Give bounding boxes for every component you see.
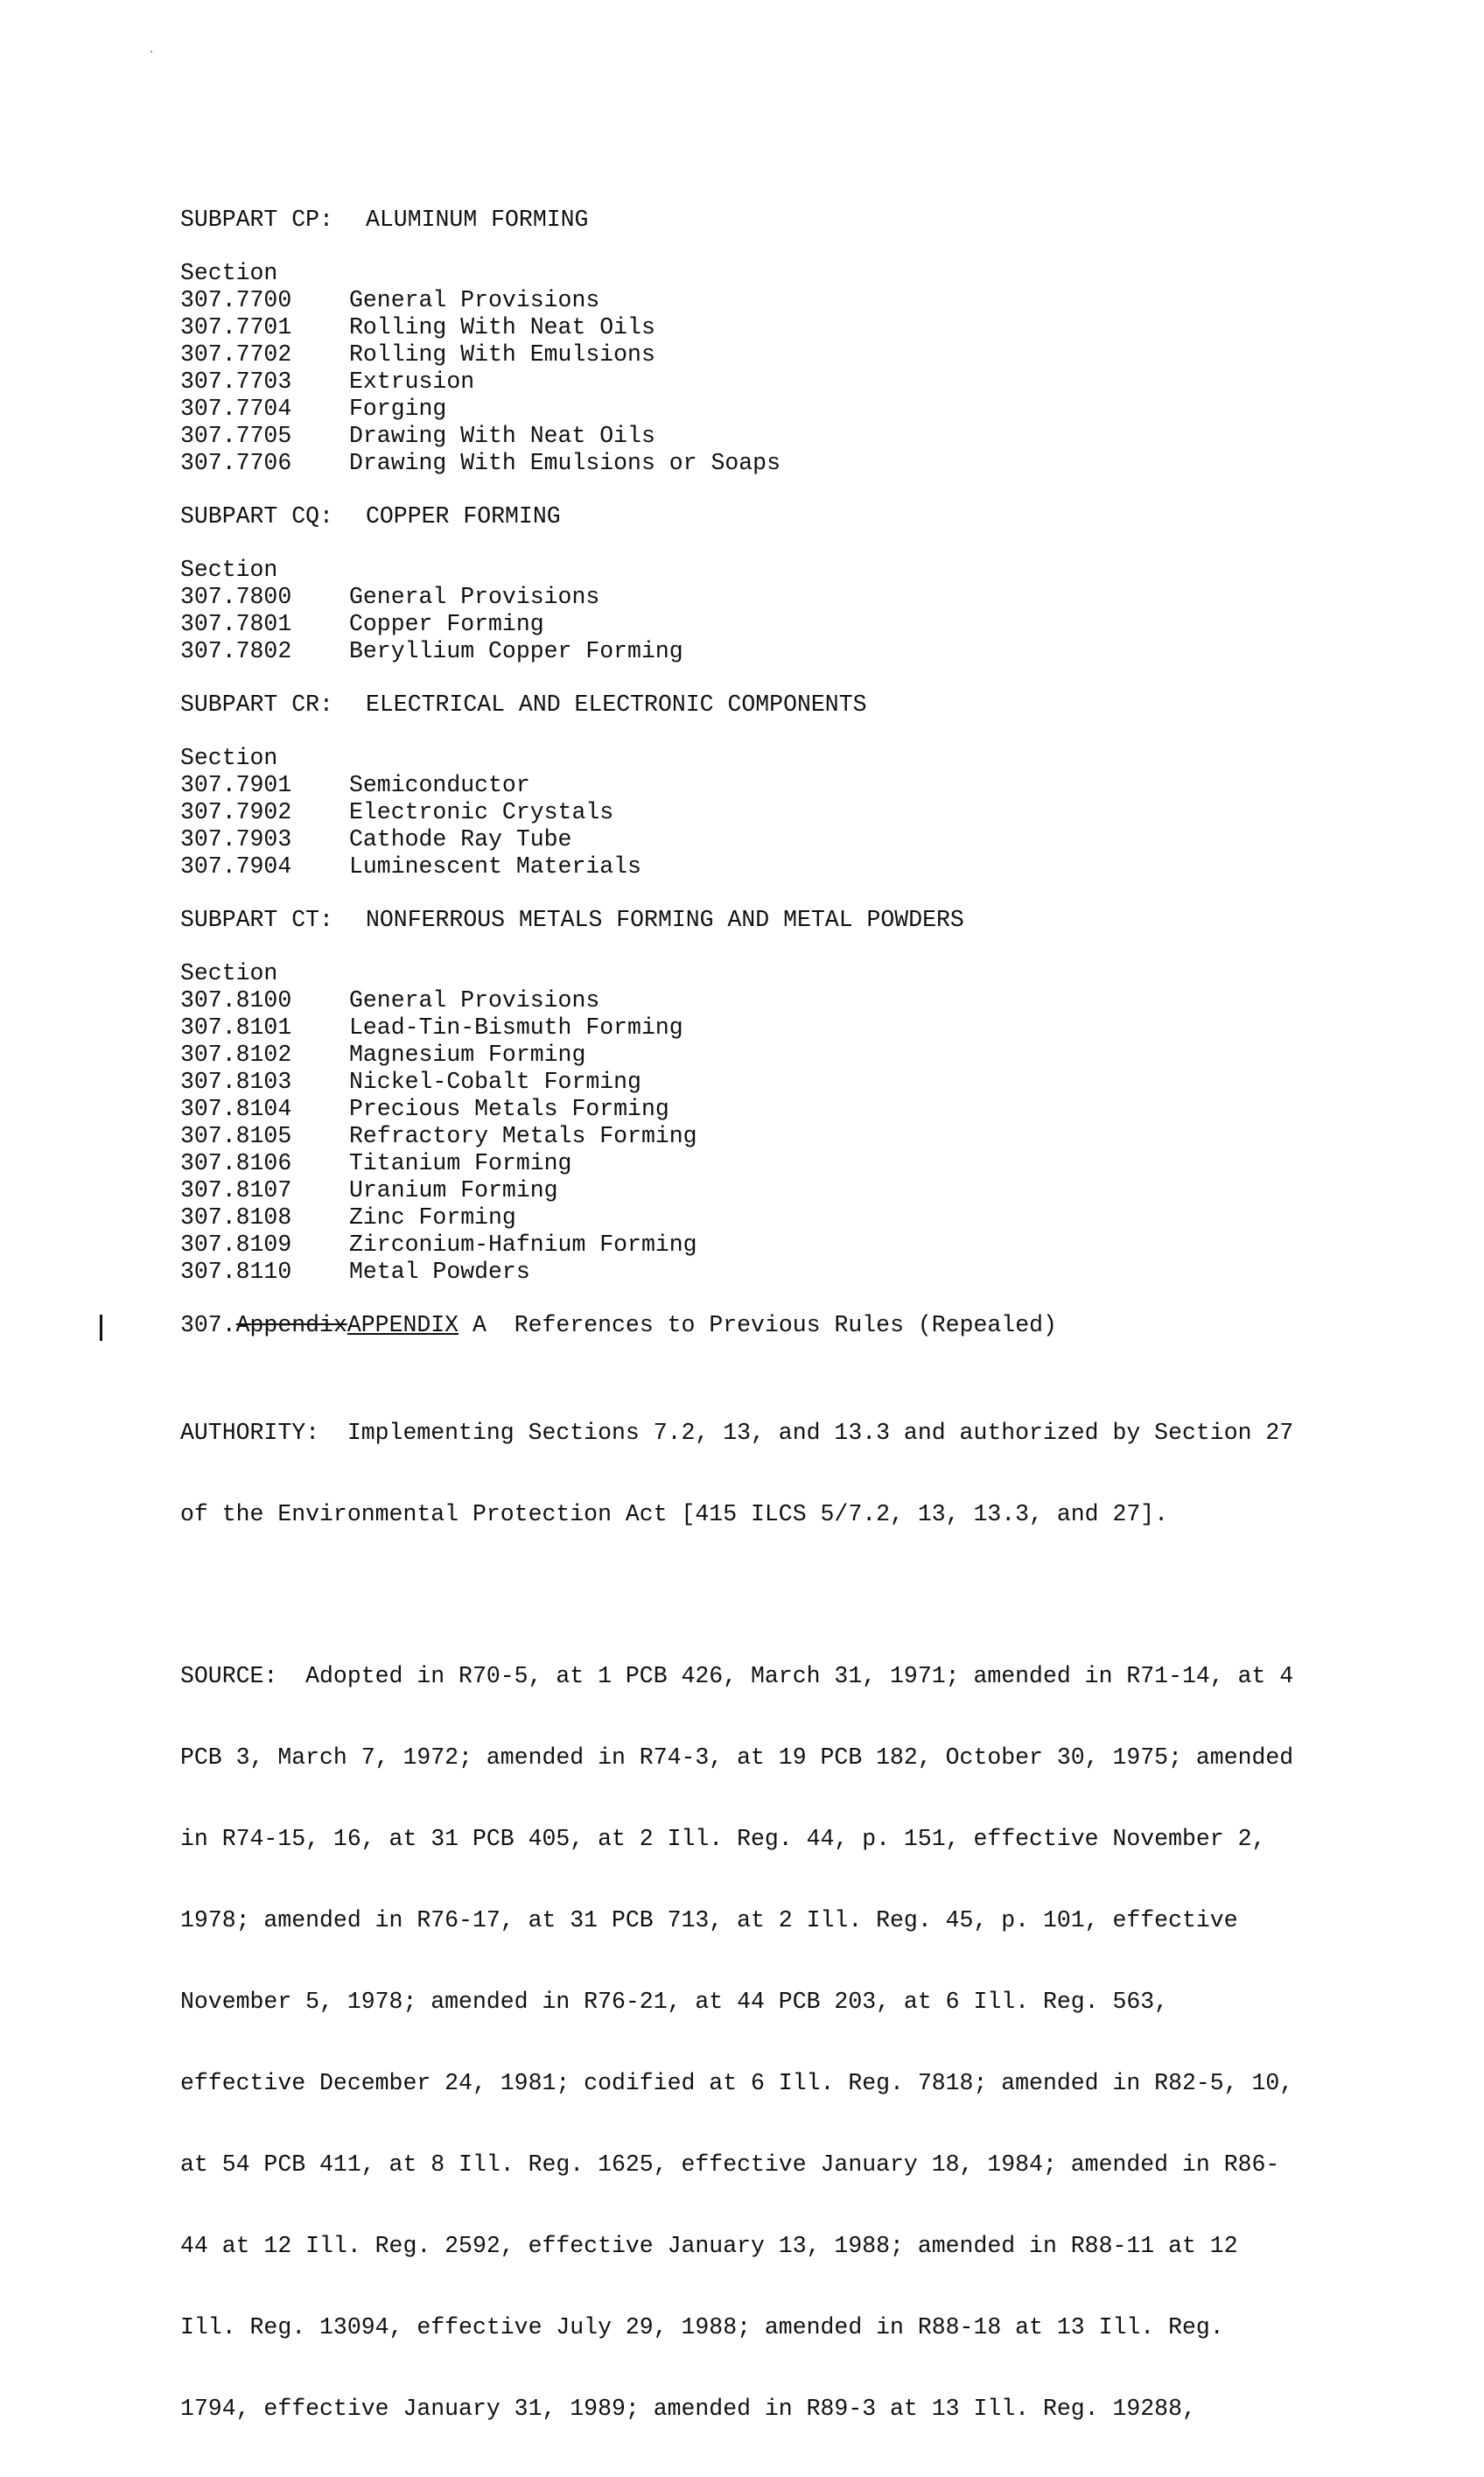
section-entry [180,1204,1344,1231]
section-entry [180,1042,1344,1069]
section-title: Precious Metals Forming [349,1096,669,1122]
source-line: in R74-15, 16, at 31 PCB 405, at 2 Ill. Reg. 44, p. 151, effective November 2, [180,1826,1266,1852]
section-number: 307.7903 [180,826,292,853]
section-number: 307.7702 [180,341,292,368]
section-number: 307.7801 [180,611,292,637]
subpart-heading [180,691,1344,719]
section-title: Uranium Forming [349,1177,558,1203]
section-number: 307.7902 [180,799,292,825]
source-line: November 5, 1978; amended in R76-21, at 44 PCB 203, at 6 Ill. Reg. 563, [180,1989,1169,2015]
subpart-heading [180,503,1344,530]
section-title: Beryllium Copper Forming [349,638,683,664]
section-title: Forging [349,396,447,422]
authority-note [180,1365,1344,1582]
source-line: 44 at 12 Ill. Reg. 2592, effective January 13, 1988; amended in R88-11 at 12 [180,2233,1238,2259]
subpart-block [180,503,1344,665]
section-title: Refractory Metals Forming [349,1123,697,1149]
appendix-title: A References to Previous Rules (Repealed) [458,1312,1057,1338]
section-title: Nickel-Cobalt Forming [349,1069,641,1095]
section-entry [180,1231,1344,1259]
section-title: Lead-Tin-Bismuth Forming [349,1014,683,1041]
section-number: 307.8103 [180,1069,292,1095]
section-number: 307.8104 [180,1096,292,1122]
section-number: 307.8109 [180,1231,292,1258]
deleted-text: Appendix [235,1312,347,1338]
section-title: Zirconium-Hafnium Forming [349,1231,697,1258]
section-entry [180,1123,1344,1150]
authority-line: AUTHORITY: Implementing Sections 7.2, 13, and 13.3 and authorized by Section 27 [180,1420,1294,1446]
appendix-line [180,1312,1344,1339]
section-entry [180,1096,1344,1123]
section-title: Drawing With Neat Oils [349,423,655,449]
section-title: Metal Powders [349,1259,530,1285]
inserted-text: APPENDIX [346,1312,459,1338]
section-title: Drawing With Emulsions or Soaps [349,450,780,476]
section-entry [180,1069,1344,1096]
section-entry [180,314,1344,341]
section-entry [180,1150,1344,1177]
section-number: 307.7701 [180,314,292,340]
section-heading: Section [180,260,278,286]
section-title: Rolling With Emulsions [349,341,655,368]
section-entry [180,368,1344,396]
section-number: 307.7802 [180,638,292,664]
section-entry [180,1177,1344,1204]
section-entry [180,987,1344,1014]
section-entry [180,611,1344,638]
change-bar [100,1315,102,1341]
authority-line: of the Environmental Protection Act [415 ILCS 5/7.2, 13, 13.3, and 27]. [180,1501,1169,1527]
section-entry [180,799,1344,826]
source-line: effective December 24, 1981; codified at 6 Ill. Reg. 7818; amended in R82-5, 10, [180,2070,1294,2096]
subpart-label: SUBPART CP: [180,207,333,233]
section-heading: Section [180,745,278,771]
section-title: Electronic Crystals [349,799,614,825]
section-number: 307.8100 [180,987,292,1014]
source-line: 1978; amended in R76-17, at 31 PCB 713, at 2 Ill. Reg. 45, p. 101, effective [180,1907,1238,1933]
section-entry [180,1259,1344,1286]
section-entry [180,826,1344,853]
section-number: 307.8108 [180,1204,292,1231]
section-entry [180,584,1344,611]
section-title: Magnesium Forming [349,1042,586,1068]
section-title: Zinc Forming [349,1204,516,1231]
subpart-heading [180,207,1344,234]
section-number: 307.7706 [180,450,292,476]
section-title: Titanium Forming [349,1150,572,1176]
subpart-title: NONFERROUS METALS FORMING AND METAL POWDERS [366,907,964,933]
subpart-block [180,907,1344,1286]
section-entry [180,772,1344,799]
section-number: 307.7703 [180,368,292,395]
section-entry [180,450,1344,477]
source-line: PCB 3, March 7, 1972; amended in R74-3, at 19 PCB 182, October 30, 1975; amended [180,1744,1294,1771]
section-title: Rolling With Neat Oils [349,314,655,340]
section-title: Cathode Ray Tube [349,826,572,853]
section-number: 307.8107 [180,1177,292,1203]
section-title: General Provisions [349,987,600,1014]
source-line: Ill. Reg. 13094, effective July 29, 1988; amended in R88-18 at 13 Ill. Reg. [180,2314,1224,2340]
section-heading: Section [180,960,278,986]
section-title: General Provisions [349,287,600,313]
section-entry [180,396,1344,423]
section-title: Semiconductor [349,772,530,798]
section-entry [180,341,1344,368]
section-entry [180,287,1344,314]
section-title: Luminescent Materials [349,853,641,880]
document-page [180,207,1344,2477]
section-entry [180,638,1344,665]
subpart-label: SUBPART CR: [180,691,333,718]
section-number: 307.7700 [180,287,292,313]
subpart-title: COPPER FORMING [366,503,561,530]
source-line: at 54 PCB 411, at 8 Ill. Reg. 1625, effective January 18, 1984; amended in R86- [180,2151,1280,2178]
section-title: Copper Forming [349,611,544,637]
subpart-heading [180,907,1344,934]
subpart-label: SUBPART CQ: [180,503,333,530]
section-number: 307.8110 [180,1259,292,1285]
appendix-prefix: 307. [180,1312,236,1338]
section-entry [180,853,1344,881]
source-line: 1794, effective January 31, 1989; amended in R89-3 at 13 Ill. Reg. 19288, [180,2396,1196,2422]
scan-speck [150,51,152,53]
subpart-title: ELECTRICAL AND ELECTRONIC COMPONENTS [366,691,867,718]
section-number: 307.8106 [180,1150,292,1176]
section-number: 307.7904 [180,853,292,880]
section-number: 307.8105 [180,1123,292,1149]
section-number: 307.7901 [180,772,292,798]
section-number: 307.7705 [180,423,292,449]
section-title: Extrusion [349,368,475,395]
source-line: SOURCE: Adopted in R70-5, at 1 PCB 426, March 31, 1971; amended in R71-14, at 4 [180,1663,1294,1689]
section-heading: Section [180,557,278,583]
section-number: 307.7704 [180,396,292,422]
section-number: 307.8101 [180,1014,292,1041]
section-entry [180,1014,1344,1042]
section-title: General Provisions [349,584,600,610]
subpart-title: ALUMINUM FORMING [366,207,589,233]
subpart-block [180,691,1344,881]
section-entry [180,423,1344,450]
source-note [180,1609,1344,2477]
subpart-label: SUBPART CT: [180,907,333,933]
section-number: 307.7800 [180,584,292,610]
section-number: 307.8102 [180,1042,292,1068]
subpart-block [180,207,1344,477]
